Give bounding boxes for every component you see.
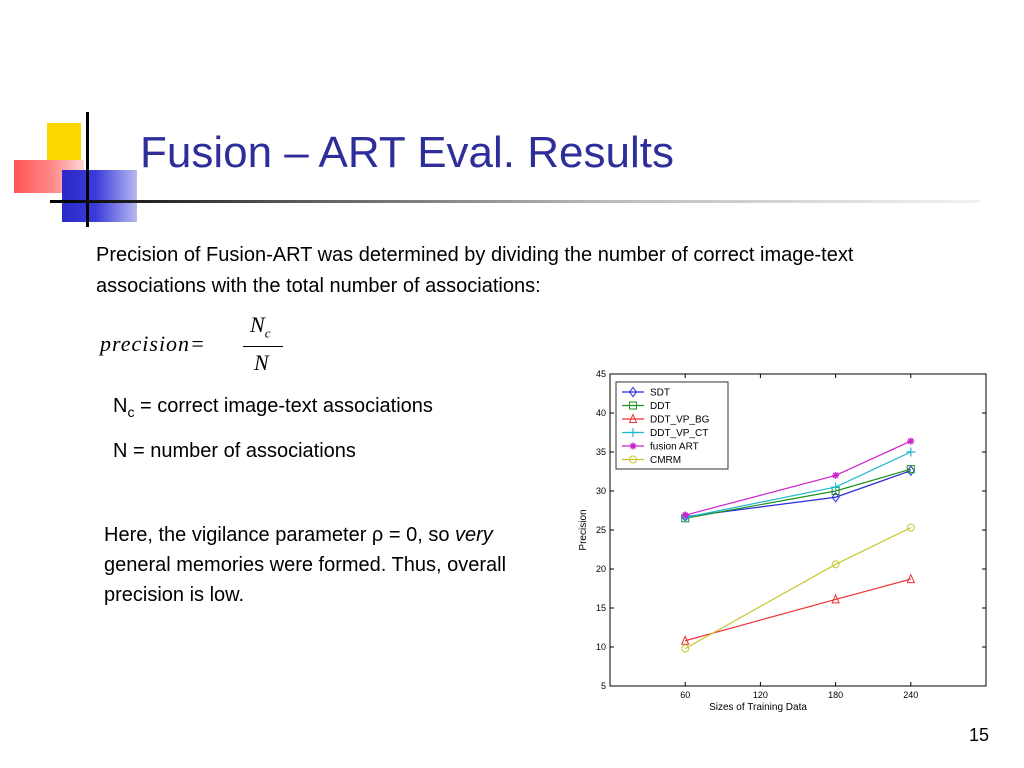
definition-nc: $N_c$ = correct image-text associations [113, 395, 433, 420]
formula-denominator: N [254, 350, 269, 375]
slide-title: Fusion – ART Eval. Results [140, 128, 674, 177]
page-number: 15 [969, 725, 990, 745]
title-underline [50, 200, 980, 203]
y-tick-label: 30 [595, 486, 606, 496]
legend-label-3: DDT_VP_CT [650, 428, 709, 439]
formula-fraction-bar [243, 346, 283, 347]
decor-vertical-line [86, 112, 89, 227]
y-tick-label: 40 [595, 408, 606, 418]
intro-text: Precision of Fusion-ART was determined by dividing the number of correct image-text associations with the total number of associations: [96, 244, 854, 297]
legend-label-2: DDT_VP_BG [650, 414, 710, 426]
x-tick-label: 240 [903, 690, 919, 700]
x-tick-label: 120 [752, 690, 768, 700]
legend-marker-4 [630, 443, 637, 450]
y-tick-label: 25 [595, 525, 606, 535]
data-point-4-2 [907, 438, 914, 445]
formula-numerator: $N_c$ [250, 312, 271, 341]
legend-label-0: SDT [650, 387, 670, 399]
y-tick-label: 35 [595, 447, 606, 457]
decor-blue-square [62, 170, 137, 222]
data-point-4-0 [682, 512, 689, 519]
formula-lhs: precision= [100, 331, 206, 356]
y-tick-label: 5 [600, 681, 606, 691]
precision-formula [100, 312, 300, 382]
vigilance-note: Here, the vigilance parameter ρ = 0, so very general memories were formed. Thus, overall precision is low. [104, 524, 507, 606]
y-tick-label: 15 [595, 603, 606, 613]
legend-label-1: DDT [650, 401, 671, 412]
y-tick-label: 10 [595, 642, 606, 652]
definition-n: N = number of associations [113, 440, 356, 462]
x-tick-label: 180 [828, 690, 844, 700]
legend-label-4: fusion ART [650, 441, 699, 453]
x-axis-label: Sizes of Training Data [709, 702, 807, 713]
precision-line-chart [555, 360, 995, 720]
data-point-4-1 [832, 472, 839, 479]
x-tick-label: 60 [680, 690, 691, 700]
legend-label-5: CMRM [650, 455, 682, 466]
y-tick-label: 45 [595, 369, 606, 379]
y-axis-label: Precision [578, 509, 589, 551]
y-tick-label: 20 [595, 564, 606, 574]
